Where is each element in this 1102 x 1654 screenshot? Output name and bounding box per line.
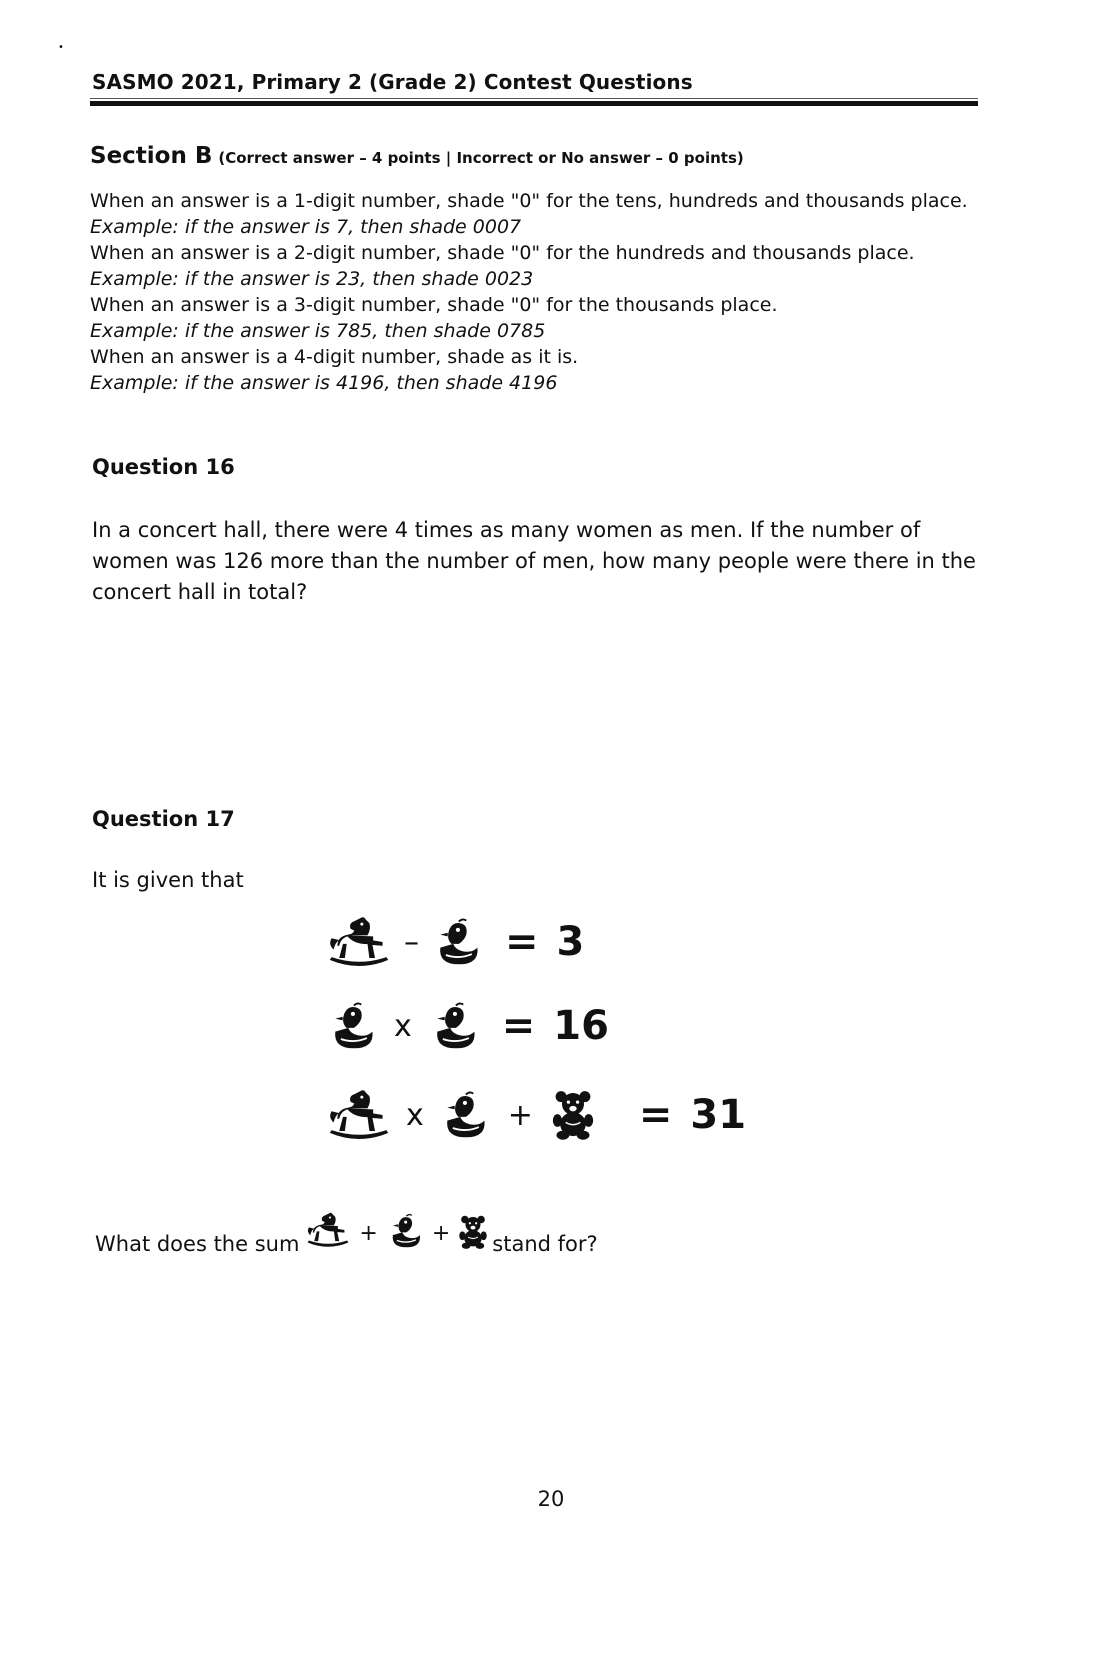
equals-sign: = (505, 919, 539, 965)
header-rule-thin (90, 98, 978, 99)
page-header-title: SASMO 2021, Primary 2 (Grade 2) Contest Questions (92, 70, 693, 94)
duck-icon (386, 1212, 424, 1250)
plus-operator: + (359, 1220, 378, 1246)
minus-operator: – (404, 924, 419, 960)
instruction-line: When an answer is a 3-digit number, shade "0" for the thousands place. (90, 294, 778, 316)
teddy-bear-icon (551, 1089, 595, 1141)
equation-3-value: 31 (690, 1092, 747, 1138)
question-16-line: In a concert hall, there were 4 times as many women as men. If the number of (92, 518, 921, 542)
instruction-example: Example: if the answer is 785, then shade 0785 (90, 320, 546, 342)
section-scoring: (Correct answer – 4 points | Incorrect or No answer – 0 points) (218, 149, 744, 167)
duck-icon (431, 915, 483, 969)
equation-1 (326, 910, 584, 974)
instruction-line: When an answer is a 4-digit number, shade as it is. (90, 346, 579, 368)
plus-operator: + (507, 1097, 533, 1133)
instruction-example: Example: if the answer is 23, then shade 0023 (90, 268, 534, 290)
section-title: Section B (90, 143, 213, 169)
header-rule (90, 101, 978, 106)
question-16-line: concert hall in total? (92, 580, 308, 604)
scan-mark: • (58, 42, 64, 53)
instruction-line: When an answer is a 2-digit number, shade "0" for the hundreds and thousands place. (90, 242, 915, 264)
duck-icon (438, 1088, 490, 1142)
duck-icon (428, 999, 480, 1053)
question-16-text (92, 515, 992, 608)
question-16-line: women was 126 more than the number of men, how many people were there in the (92, 549, 976, 573)
times-operator: x (394, 1008, 412, 1044)
equation-2 (326, 994, 609, 1058)
question-16-heading: Question 16 (92, 455, 235, 479)
instructions-block (90, 188, 990, 396)
rocking-horse-icon (326, 1087, 392, 1143)
question-17-sum-line (95, 1210, 598, 1256)
instruction-line: When an answer is a 1-digit number, shade "0" for the tens, hundreds and thousands place. (90, 190, 968, 212)
section-heading (90, 143, 744, 169)
question-17-intro: It is given that (92, 868, 244, 892)
equals-sign: = (638, 1092, 673, 1138)
equation-1-value: 3 (556, 919, 585, 965)
times-operator: x (406, 1097, 424, 1133)
sum-question-suffix: stand for? (492, 1232, 598, 1256)
page-number: 20 (537, 1487, 565, 1511)
sum-question-prefix: What does the sum (95, 1232, 300, 1256)
instruction-example: Example: if the answer is 7, then shade 0007 (90, 216, 522, 238)
equation-3 (326, 1080, 746, 1150)
plus-operator: + (431, 1220, 451, 1246)
equals-sign: = (501, 1003, 536, 1049)
duck-icon (326, 999, 378, 1053)
question-17-heading: Question 17 (92, 807, 235, 831)
equation-2-value: 16 (553, 1003, 609, 1049)
instruction-example: Example: if the answer is 4196, then shade 4196 (90, 372, 558, 394)
rocking-horse-icon (326, 914, 392, 970)
rocking-horse-icon (305, 1210, 351, 1250)
teddy-bear-icon (458, 1214, 488, 1250)
